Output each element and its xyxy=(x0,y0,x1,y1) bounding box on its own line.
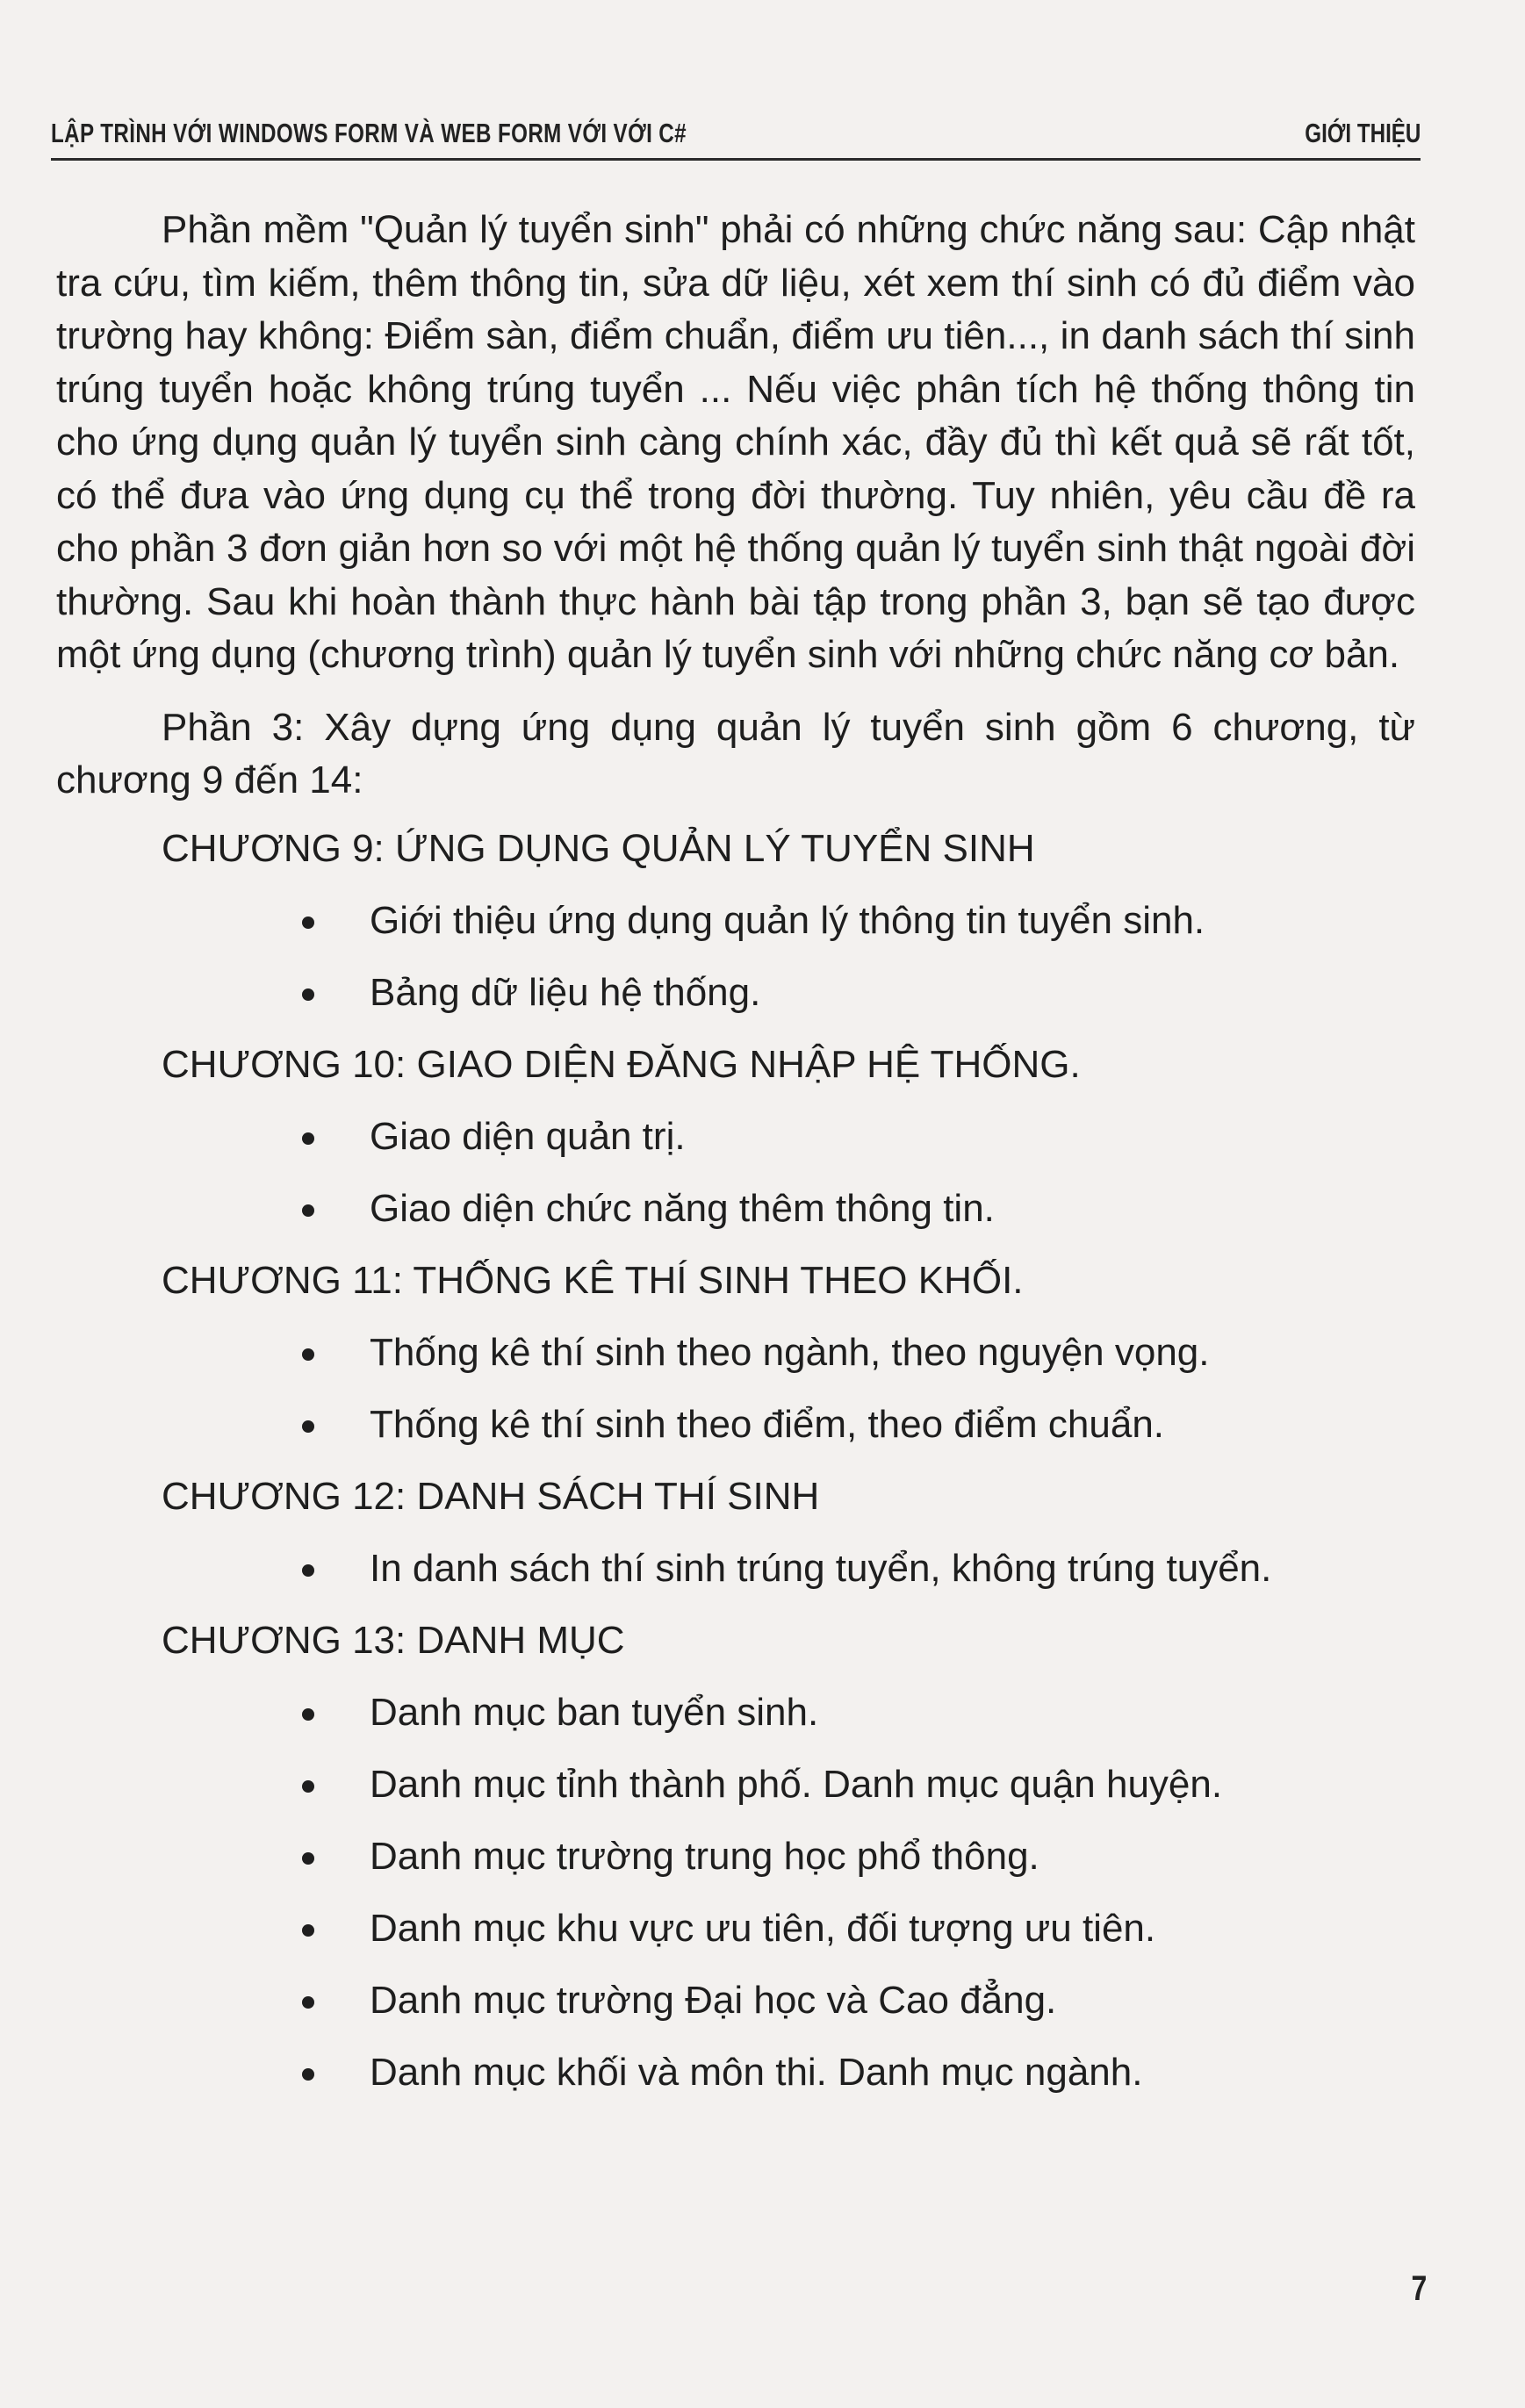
list-item-text: Thống kê thí sinh theo điểm, theo điểm chuẩn. xyxy=(370,1402,1165,1446)
list-item-text: Danh mục tỉnh thành phố. Danh mục quận huyện. xyxy=(370,1762,1223,1806)
list-item xyxy=(56,885,1415,957)
list-item-text: In danh sách thí sinh trúng tuyển, không trúng tuyển. xyxy=(370,1546,1272,1590)
bullet-icon xyxy=(302,1780,314,1793)
list-item-text: Giới thiệu ứng dụng quản lý thông tin tuyển sinh. xyxy=(370,898,1205,942)
list-item-text: Danh mục ban tuyển sinh. xyxy=(370,1690,819,1734)
chapter-bullet-list xyxy=(56,1317,1415,1461)
bullet-icon xyxy=(302,1204,314,1217)
list-item xyxy=(56,1389,1415,1461)
chapter-bullet-list xyxy=(56,885,1415,1029)
header-section-title: GIỚI THIỆU xyxy=(1304,118,1421,148)
list-item xyxy=(56,1317,1415,1389)
bullet-icon xyxy=(302,2068,314,2081)
chapter-heading: CHƯƠNG 10: GIAO DIỆN ĐĂNG NHẬP HỆ THỐNG. xyxy=(162,1042,1081,1086)
bullet-icon xyxy=(302,1348,314,1361)
list-item xyxy=(56,1677,1415,1749)
chapter-section xyxy=(56,813,1415,1029)
bullet-icon xyxy=(302,1132,314,1145)
list-item xyxy=(56,1101,1415,1173)
bullet-icon xyxy=(302,988,314,1001)
list-item-text: Giao diện quản trị. xyxy=(370,1114,686,1158)
page-number: 7 xyxy=(1411,2269,1427,2308)
list-item xyxy=(56,1749,1415,1821)
bullet-icon xyxy=(302,916,314,929)
part-overview-paragraph: Phần 3: Xây dựng ứng dụng quản lý tuyển sinh gồm 6 chương, từ chương 9 đến 14: xyxy=(56,705,1415,801)
bullet-icon xyxy=(302,1924,314,1937)
chapter-section xyxy=(56,1245,1415,1461)
bullet-icon xyxy=(302,1564,314,1577)
list-item-text: Danh mục trường trung học phổ thông. xyxy=(370,1834,1039,1878)
intro-paragraph: Phần mềm "Quản lý tuyển sinh" phải có những chức năng sau: Cập nhật tra cứu, tìm kiếm, thêm thông tin, sửa dữ liệu, xét xem thí sinh có đủ điểm vào trường hay không: Điểm sàn, điểm chuẩn, điểm ưu tiên..., in danh sách thí sinh trúng tuyển hoặc không trúng tuyển ... Nếu việc phân tích hệ thống thông tin cho ứng dụng quản lý tuyển sinh càng chính xác, đầy đủ thì kết quả sẽ rất tốt, có thể đưa vào ứng dụng cụ thể trong đời thường. Tuy nhiên, yêu cầu đề ra cho phần 3 đơn giản hơn so với một hệ thống quản lý tuyển sinh thật ngoài đời thường. Sau khi hoàn thành thực hành bài tập trong phần 3, bạn sẽ tạo được một ứng dụng (chương trình) quản lý tuyển sinh với những chức năng cơ bản. xyxy=(56,208,1415,676)
bullet-icon xyxy=(302,1852,314,1865)
list-item-text: Danh mục khu vực ưu tiên, đối tượng ưu tiên. xyxy=(370,1906,1156,1950)
list-item-text: Bảng dữ liệu hệ thống. xyxy=(370,970,761,1014)
chapter-heading: CHƯƠNG 13: DANH MỤC xyxy=(162,1618,625,1662)
page-body xyxy=(56,204,1415,2109)
list-item xyxy=(56,2037,1415,2109)
list-item-text: Danh mục khối và môn thi. Danh mục ngành. xyxy=(370,2050,1143,2094)
chapter-section xyxy=(56,1461,1415,1605)
chapter-bullet-list xyxy=(56,1677,1415,2109)
list-item xyxy=(56,1533,1415,1605)
list-item-text: Giao diện chức năng thêm thông tin. xyxy=(370,1186,995,1230)
bullet-icon xyxy=(302,1420,314,1433)
chapter-heading: CHƯƠNG 12: DANH SÁCH THÍ SINH xyxy=(162,1474,820,1518)
chapter-bullet-list xyxy=(56,1533,1415,1605)
chapter-heading: CHƯƠNG 9: ỨNG DỤNG QUẢN LÝ TUYỂN SINH xyxy=(162,826,1035,870)
chapter-section xyxy=(56,1605,1415,2109)
chapter-section xyxy=(56,1029,1415,1245)
list-item-text: Thống kê thí sinh theo ngành, theo nguyện vọng. xyxy=(370,1330,1210,1374)
list-item xyxy=(56,1173,1415,1245)
header-book-title: LẬP TRÌNH VỚI WINDOWS FORM VÀ WEB FORM VỚI VỚI C# xyxy=(51,118,687,148)
list-item xyxy=(56,957,1415,1029)
bullet-icon xyxy=(302,1996,314,2009)
list-item xyxy=(56,1893,1415,1965)
list-item xyxy=(56,1821,1415,1893)
list-item-text: Danh mục trường Đại học và Cao đẳng. xyxy=(370,1978,1057,2022)
running-header xyxy=(51,105,1421,161)
bullet-icon xyxy=(302,1708,314,1721)
chapter-bullet-list xyxy=(56,1101,1415,1245)
chapter-heading: CHƯƠNG 11: THỐNG KÊ THÍ SINH THEO KHỐI. xyxy=(162,1258,1024,1302)
list-item xyxy=(56,1965,1415,2037)
